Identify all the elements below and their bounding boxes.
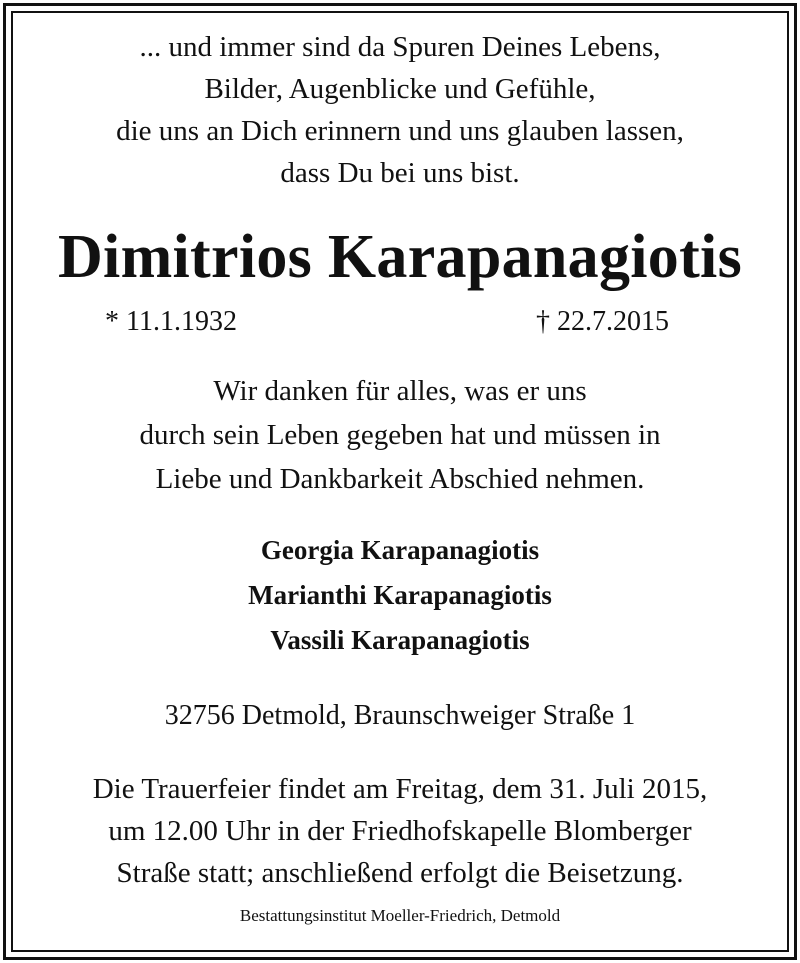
undertaker: Bestattungsinstitut Moeller-Friedrich, Detmold [239,906,561,925]
address: 32756 Detmold, Braunschweiger Straße 1 [164,700,636,731]
service-line-2: um 12.00 Uhr in der Friedhofskapelle Blomberger [108,815,692,847]
service-line-1: Die Trauerfeier findet am Freitag, dem 31. Juli 2015, [92,773,708,805]
mourner-2: Marianthi Karapanagiotis [248,580,552,610]
death-date: † 22.7.2015 [536,306,669,337]
thanks-line-2: durch sein Leben gegeben hat und müssen in [139,419,661,451]
verse-line-3: die uns an Dich erinnern und uns glauben lassen, [116,115,684,147]
mourner-1: Georgia Karapanagiotis [260,535,540,565]
verse-line-1: ... und immer sind da Spuren Deines Lebens, [139,31,661,63]
mourner-3: Vassili Karapanagiotis [270,625,530,655]
verse-line-2: Bilder, Augenblicke und Gefühle, [204,73,596,105]
service-line-3: Straße statt; anschließend erfolgt die Beisetzung. [116,857,684,889]
thanks-line-1: Wir danken für alles, was er uns [213,375,587,407]
birth-date: * 11.1.1932 [105,306,237,337]
verse-line-4: dass Du bei uns bist. [280,157,520,189]
deceased-name: Dimitrios Karapanagiotis [57,223,743,291]
thanks-line-3: Liebe und Dankbarkeit Abschied nehmen. [155,463,645,495]
